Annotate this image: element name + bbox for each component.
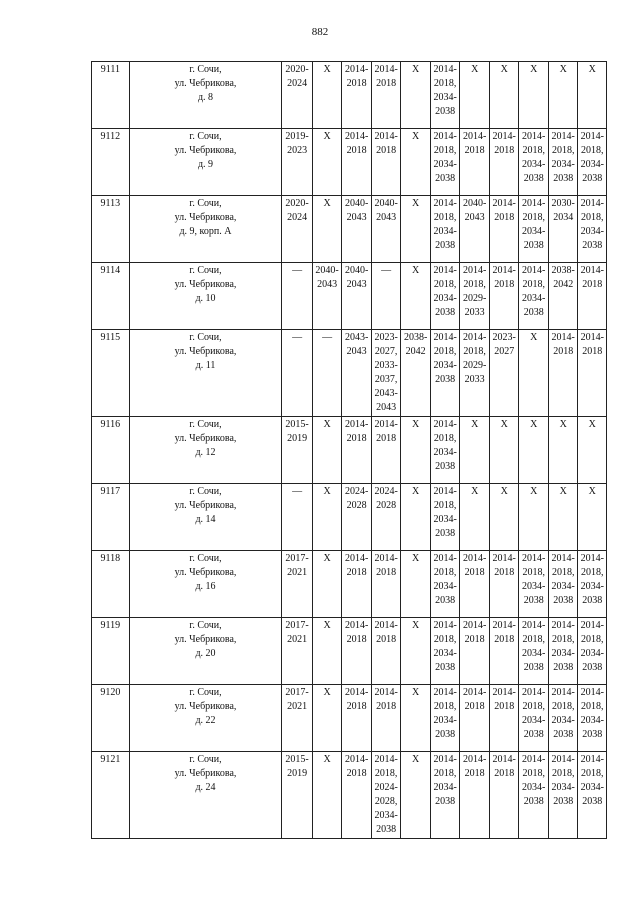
address-cell: г. Сочи, ул. Чебрикова, д. 10 (129, 263, 282, 330)
period-cell: 2014- 2018, 2034- 2038 (519, 752, 549, 839)
period-cell: X (548, 484, 578, 551)
period-cell: X (401, 417, 431, 484)
period-cell: X (312, 752, 342, 839)
period-cell: 2014- 2018 (460, 618, 490, 685)
period-cell: 2014- 2018 (489, 196, 519, 263)
row-number: 9119 (92, 618, 130, 685)
period-cell: 2014- 2018, 2034- 2038 (548, 685, 578, 752)
period-cell: 2014- 2018, 2034- 2038 (578, 551, 607, 618)
period-cell: X (401, 484, 431, 551)
period-cell: 2040- 2043 (371, 196, 401, 263)
period-cell: X (401, 752, 431, 839)
period-cell: 2014- 2018, 2034- 2038 (578, 129, 607, 196)
period-cell: 2015- 2019 (282, 752, 313, 839)
period-cell: — (312, 330, 342, 417)
period-cell: X (460, 417, 490, 484)
address-cell: г. Сочи, ул. Чебрикова, д. 11 (129, 330, 282, 417)
period-cell: 2014- 2018 (460, 752, 490, 839)
period-cell: 2014- 2018 (489, 551, 519, 618)
table-row (92, 685, 607, 752)
table-row (92, 129, 607, 196)
period-cell: 2023- 2027, 2033- 2037, 2043- 2043 (371, 330, 401, 417)
period-cell: X (519, 484, 549, 551)
period-cell: 2014- 2018 (342, 685, 372, 752)
period-cell: 2024- 2028 (371, 484, 401, 551)
period-cell: — (371, 263, 401, 330)
period-cell: 2014- 2018 (342, 129, 372, 196)
row-number: 9121 (92, 752, 130, 839)
period-cell: X (401, 551, 431, 618)
table-row (92, 330, 607, 417)
period-cell: 2014- 2018 (371, 62, 401, 129)
period-cell: X (312, 484, 342, 551)
address-cell: г. Сочи, ул. Чебрикова, д. 9, корп. А (129, 196, 282, 263)
row-number: 9116 (92, 417, 130, 484)
period-cell: X (578, 484, 607, 551)
period-cell: X (519, 62, 549, 129)
period-cell: X (401, 62, 431, 129)
period-cell: 2014- 2018, 2034- 2038 (578, 196, 607, 263)
period-cell: 2014- 2018 (342, 618, 372, 685)
period-cell: X (401, 263, 431, 330)
period-cell: 2014- 2018, 2034- 2038 (430, 330, 460, 417)
period-cell: 2038- 2042 (401, 330, 431, 417)
period-cell: 2014- 2018 (578, 330, 607, 417)
period-cell: X (312, 417, 342, 484)
period-cell: X (548, 62, 578, 129)
period-cell: 2014- 2018, 2029- 2033 (460, 330, 490, 417)
period-cell: 2014- 2018, 2034- 2038 (519, 196, 549, 263)
period-cell: 2040- 2043 (312, 263, 342, 330)
period-cell: 2014- 2018, 2034- 2038 (430, 551, 460, 618)
period-cell: 2014- 2018, 2034- 2038 (519, 618, 549, 685)
period-cell: 2017- 2021 (282, 618, 313, 685)
period-cell: X (460, 484, 490, 551)
period-cell: 2014- 2018, 2034- 2038 (430, 417, 460, 484)
period-cell: X (312, 196, 342, 263)
period-cell: 2014- 2018, 2034- 2038 (548, 618, 578, 685)
period-cell: 2014- 2018 (371, 551, 401, 618)
period-cell: X (489, 417, 519, 484)
register-table (91, 61, 607, 839)
address-cell: г. Сочи, ул. Чебрикова, д. 12 (129, 417, 282, 484)
row-number: 9117 (92, 484, 130, 551)
period-cell: 2014- 2018, 2034- 2038 (519, 129, 549, 196)
period-cell: 2014- 2018 (578, 263, 607, 330)
row-number: 9111 (92, 62, 130, 129)
period-cell: 2014- 2018 (489, 685, 519, 752)
period-cell: 2014- 2018 (342, 752, 372, 839)
address-cell: г. Сочи, ул. Чебрикова, д. 9 (129, 129, 282, 196)
period-cell: 2014- 2018, 2034- 2038 (578, 752, 607, 839)
period-cell: 2014- 2018, 2034- 2038 (430, 484, 460, 551)
table-row (92, 618, 607, 685)
period-cell: 2040- 2043 (342, 196, 372, 263)
row-number: 9114 (92, 263, 130, 330)
period-cell: 2014- 2018, 2034- 2038 (548, 551, 578, 618)
period-cell: 2014- 2018 (489, 752, 519, 839)
table-row (92, 551, 607, 618)
table-row (92, 263, 607, 330)
period-cell: 2023- 2027 (489, 330, 519, 417)
address-cell: г. Сочи, ул. Чебрикова, д. 8 (129, 62, 282, 129)
period-cell: 2043- 2043 (342, 330, 372, 417)
period-cell: X (312, 551, 342, 618)
period-cell: 2014- 2018, 2034- 2038 (519, 263, 549, 330)
period-cell: X (519, 330, 549, 417)
period-cell: 2014- 2018 (460, 685, 490, 752)
period-cell: 2014- 2018 (489, 129, 519, 196)
period-cell: 2030- 2034 (548, 196, 578, 263)
period-cell: 2015- 2019 (282, 417, 313, 484)
period-cell: 2024- 2028 (342, 484, 372, 551)
period-cell: — (282, 263, 313, 330)
period-cell: 2014- 2018 (460, 551, 490, 618)
period-cell: 2014- 2018, 2024- 2028, 2034- 2038 (371, 752, 401, 839)
period-cell: 2014- 2018 (371, 685, 401, 752)
period-cell: 2014- 2018 (489, 618, 519, 685)
address-cell: г. Сочи, ул. Чебрикова, д. 16 (129, 551, 282, 618)
period-cell: 2014- 2018 (371, 417, 401, 484)
period-cell: 2017- 2021 (282, 551, 313, 618)
row-number: 9113 (92, 196, 130, 263)
period-cell: 2014- 2018, 2029- 2033 (460, 263, 490, 330)
period-cell: X (519, 417, 549, 484)
period-cell: 2014- 2018, 2034- 2038 (430, 129, 460, 196)
period-cell: 2014- 2018 (460, 129, 490, 196)
table-body (92, 62, 607, 839)
period-cell: 2014- 2018 (489, 263, 519, 330)
period-cell: 2014- 2018, 2034- 2038 (430, 685, 460, 752)
period-cell: 2014- 2018, 2034- 2038 (430, 196, 460, 263)
period-cell: X (312, 62, 342, 129)
period-cell: 2014- 2018 (342, 417, 372, 484)
period-cell: X (578, 417, 607, 484)
period-cell: — (282, 484, 313, 551)
row-number: 9118 (92, 551, 130, 618)
period-cell: 2014- 2018 (548, 330, 578, 417)
period-cell: 2020- 2024 (282, 62, 313, 129)
table-row (92, 417, 607, 484)
period-cell: X (401, 685, 431, 752)
address-cell: г. Сочи, ул. Чебрикова, д. 20 (129, 618, 282, 685)
period-cell: — (282, 330, 313, 417)
table-row (92, 62, 607, 129)
period-cell: X (312, 129, 342, 196)
row-number: 9115 (92, 330, 130, 417)
period-cell: 2014- 2018, 2034- 2038 (430, 752, 460, 839)
period-cell: 2019- 2023 (282, 129, 313, 196)
period-cell: 2014- 2018 (342, 551, 372, 618)
period-cell: 2014- 2018, 2034- 2038 (430, 618, 460, 685)
period-cell: 2040- 2043 (460, 196, 490, 263)
period-cell: X (489, 484, 519, 551)
period-cell: 2014- 2018, 2034- 2038 (519, 551, 549, 618)
period-cell: 2038- 2042 (548, 263, 578, 330)
period-cell: 2014- 2018, 2034- 2038 (578, 685, 607, 752)
period-cell: 2020- 2024 (282, 196, 313, 263)
period-cell: X (312, 618, 342, 685)
table-row (92, 752, 607, 839)
period-cell: X (578, 62, 607, 129)
period-cell: X (312, 685, 342, 752)
table-row (92, 196, 607, 263)
period-cell: X (401, 129, 431, 196)
period-cell: 2014- 2018, 2034- 2038 (430, 263, 460, 330)
period-cell: X (460, 62, 490, 129)
period-cell: 2014- 2018, 2034- 2038 (548, 129, 578, 196)
period-cell: 2014- 2018 (371, 129, 401, 196)
period-cell: 2014- 2018, 2034- 2038 (578, 618, 607, 685)
period-cell: 2014- 2018 (371, 618, 401, 685)
address-cell: г. Сочи, ул. Чебрикова, д. 14 (129, 484, 282, 551)
period-cell: X (489, 62, 519, 129)
period-cell: 2014- 2018, 2034- 2038 (519, 685, 549, 752)
period-cell: X (548, 417, 578, 484)
period-cell: 2014- 2018, 2034- 2038 (548, 752, 578, 839)
period-cell: 2014- 2018 (342, 62, 372, 129)
period-cell: 2040- 2043 (342, 263, 372, 330)
table-row (92, 484, 607, 551)
period-cell: X (401, 196, 431, 263)
period-cell: 2017- 2021 (282, 685, 313, 752)
address-cell: г. Сочи, ул. Чебрикова, д. 24 (129, 752, 282, 839)
address-cell: г. Сочи, ул. Чебрикова, д. 22 (129, 685, 282, 752)
row-number: 9120 (92, 685, 130, 752)
row-number: 9112 (92, 129, 130, 196)
period-cell: X (401, 618, 431, 685)
period-cell: 2014- 2018, 2034- 2038 (430, 62, 460, 129)
page-number: 882 (311, 26, 329, 38)
